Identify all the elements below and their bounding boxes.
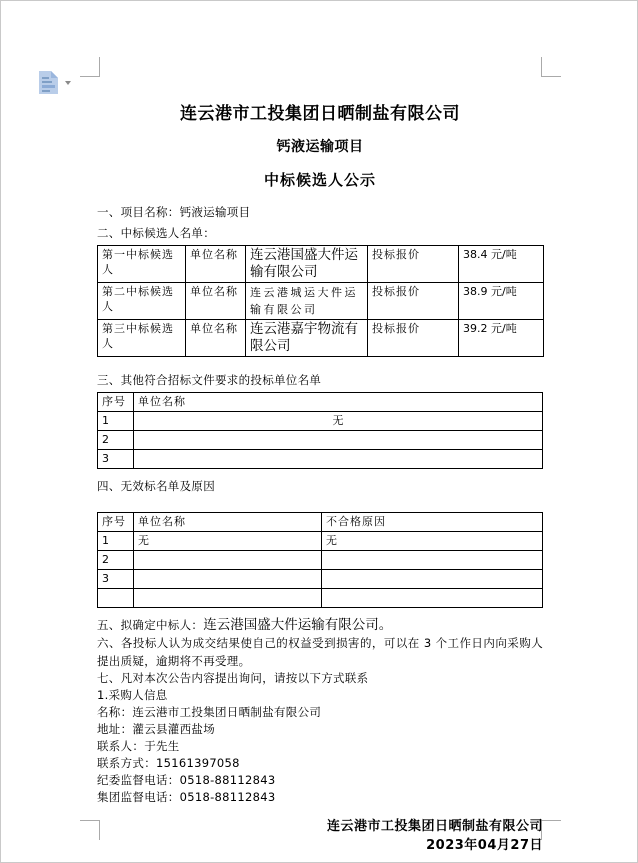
table-row xyxy=(98,246,544,283)
document-body xyxy=(97,91,543,855)
group-supervision-phone: 集团监督电话：0518-88112843 xyxy=(97,790,276,804)
section-6-objection: 六、各投标人认为成交结果使自己的权益受到损害的，可以在 3 个工作日内向采购人提出质疑，逾期将不再受理。 xyxy=(97,636,543,668)
unit-name-cell xyxy=(134,570,322,589)
table-row xyxy=(98,283,544,320)
table-row xyxy=(98,431,543,450)
invalid-bids-table xyxy=(97,512,543,608)
table-row xyxy=(98,450,543,469)
text-boundary-mark-bottom-right xyxy=(541,820,561,840)
price-value-cell: 38.9 元/吨 xyxy=(459,283,544,320)
reason-cell xyxy=(322,570,543,589)
section-1-project-name: 一、项目名称：钙液运输项目 xyxy=(97,205,251,219)
column-header: 不合格原因 xyxy=(322,513,543,532)
section-4-heading: 四、无效标名单及原因 xyxy=(97,479,215,493)
contact-person: 联系人：于先生 xyxy=(97,739,180,753)
table-row xyxy=(98,320,544,357)
table-row xyxy=(98,532,543,551)
winner-prefix: 五、拟确定中标人： xyxy=(97,618,204,632)
table-header-row xyxy=(98,393,543,412)
contact-phone: 联系方式：15161397058 xyxy=(97,756,240,770)
unit-name-cell xyxy=(134,431,543,450)
signature-date: 2023年04月27日 xyxy=(426,838,543,853)
purchaser-info-heading: 1.采购人信息 xyxy=(97,688,168,702)
row-number-cell: 1 xyxy=(98,532,134,551)
table-row xyxy=(98,570,543,589)
row-number-cell xyxy=(98,589,134,608)
company-name-cell: 连云港国盛大件运输有限公司 xyxy=(246,246,368,283)
unit-label-cell: 单位名称 xyxy=(186,246,246,283)
column-header: 单位名称 xyxy=(134,513,322,532)
winner-company: 连云港国盛大件运输有限公司。 xyxy=(203,617,393,633)
column-header: 序号 xyxy=(98,393,134,412)
unit-name-cell xyxy=(134,450,543,469)
qualified-bidders-table xyxy=(97,392,543,469)
company-name-cell: 连云港嘉宇物流有限公司 xyxy=(246,320,368,357)
project-title: 钙液运输项目 xyxy=(276,139,364,155)
price-value-cell: 39.2 元/吨 xyxy=(459,320,544,357)
page-title: 连云港市工投集团日晒制盐有限公司 xyxy=(180,104,460,124)
section-2-heading: 二、中标候选人名单： xyxy=(97,226,215,240)
candidate-rank-cell: 第二中标候选人 xyxy=(98,283,186,320)
dropdown-arrow-icon[interactable] xyxy=(65,81,71,85)
row-number-cell: 1 xyxy=(98,412,134,431)
price-label-cell: 投标报价 xyxy=(368,320,459,357)
table-row xyxy=(98,412,543,431)
column-header: 序号 xyxy=(98,513,134,532)
reason-cell xyxy=(322,589,543,608)
signature-company: 连云港市工投集团日晒制盐有限公司 xyxy=(326,819,543,834)
price-value-cell: 38.4 元/吨 xyxy=(459,246,544,283)
unit-name-cell xyxy=(134,589,322,608)
unit-label-cell: 单位名称 xyxy=(186,283,246,320)
row-number-cell: 3 xyxy=(98,570,134,589)
company-name-cell: 连云港城运大件运输有限公司 xyxy=(246,283,368,320)
discipline-supervision-phone: 纪委监督电话：0518-88112843 xyxy=(97,773,276,787)
paste-options-icon xyxy=(38,70,59,95)
section-7-contact-heading: 七、凡对本次公告内容提出询问，请按以下方式联系 xyxy=(97,671,369,685)
unit-name-cell: 无 xyxy=(134,412,543,431)
reason-cell: 无 xyxy=(322,532,543,551)
text-boundary-mark-top-right xyxy=(541,57,561,77)
table-header-row xyxy=(98,513,543,532)
row-number-cell: 2 xyxy=(98,551,134,570)
unit-label-cell: 单位名称 xyxy=(186,320,246,357)
text-boundary-mark-top-left xyxy=(80,57,100,77)
price-label-cell: 投标报价 xyxy=(368,283,459,320)
signature-block xyxy=(97,817,543,855)
paste-options-button[interactable] xyxy=(38,70,74,96)
row-number-cell: 2 xyxy=(98,431,134,450)
section-3-heading: 三、其他符合招标文件要求的投标单位名单 xyxy=(97,373,322,387)
row-number-cell: 3 xyxy=(98,450,134,469)
table-row xyxy=(98,551,543,570)
unit-name-cell xyxy=(134,551,322,570)
announcement-title: 中标候选人公示 xyxy=(263,171,376,189)
price-label-cell: 投标报价 xyxy=(368,246,459,283)
unit-name-cell: 无 xyxy=(134,532,322,551)
purchaser-name: 名称：连云港市工投集团日晒制盐有限公司 xyxy=(97,705,322,719)
section-5-winner xyxy=(97,617,543,634)
candidate-rank-cell: 第三中标候选人 xyxy=(98,320,186,357)
column-header: 单位名称 xyxy=(134,393,543,412)
purchaser-address: 地址：灌云县灌西盐场 xyxy=(97,722,215,736)
candidate-rank-cell: 第一中标候选人 xyxy=(98,246,186,283)
reason-cell xyxy=(322,551,543,570)
table-row xyxy=(98,589,543,608)
candidates-table xyxy=(97,245,544,357)
